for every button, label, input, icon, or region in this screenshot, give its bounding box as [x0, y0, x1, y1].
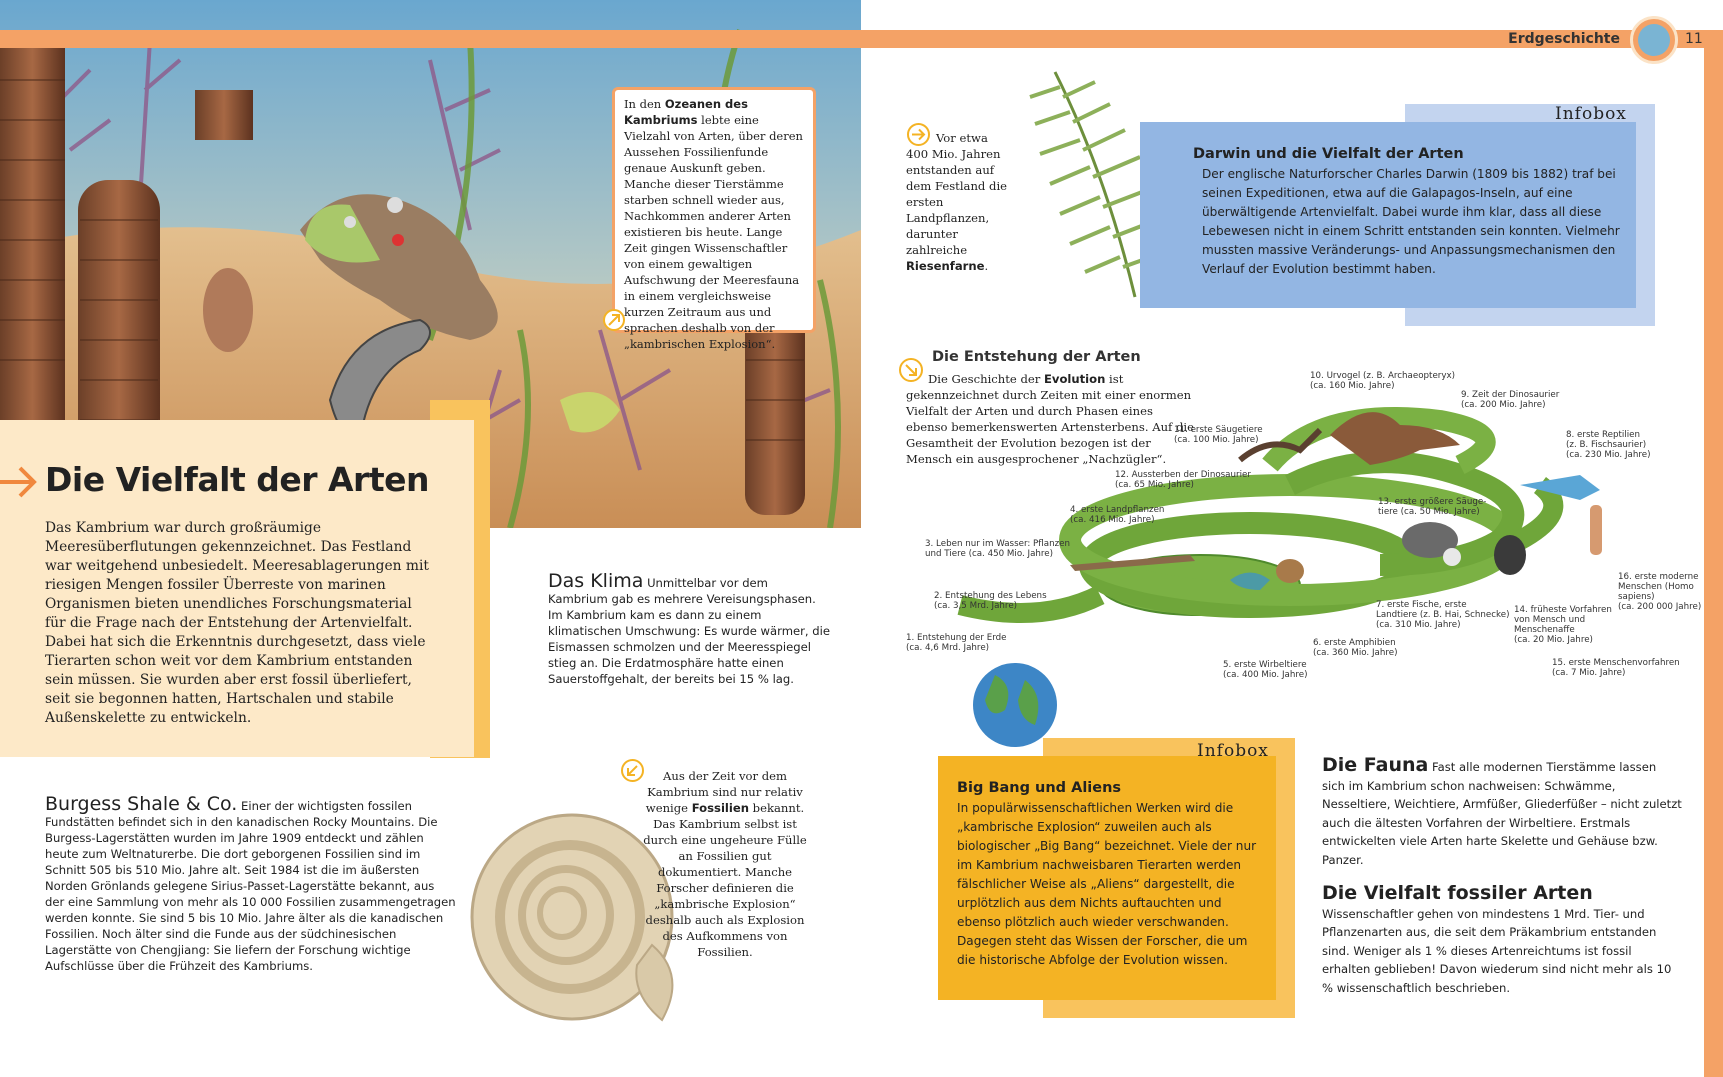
- ammonite-caption: Aus der Zeit vor dem Kambrium sind nur relativ wenige Fossilien bekannt. Das Kambrium selbst ist durch eine ungeheure Fülle an Fossilien gut dokumentiert. Manche Forscher definieren die „kambrische Explosion“ deshalb auch als Explosion des Aufkommens von Fossilien.: [643, 769, 807, 959]
- fossil-section: Die Vielfalt fossiler Arten Wissenschaftler gehen von mindestens 1 Mrd. Tier- und Pflanzenarten aus, die seit dem Präkambrium entstanden sind. Weniger als 1 % dieses Artenreichtums ist fossil erhalten geblieben! Davon wiederum sind nicht mehr als 10 % wissenschaftlich beschrieben.: [1322, 882, 1672, 995]
- fauna-heading: Die Fauna: [1322, 754, 1429, 776]
- klima-section: Das Klima Unmittelbar vor dem Kambrium gab es mehrere Vereisungsphasen. Im Kambrium kam es dann zu einem klimatischen Umschwung: Es wurde wärmer, die Eismassen schmolzen und der Meeresspiegel stieg an. Die Erdatmosphäre hatte einen Sauerstoffgehalt, der bereits bei 15 % lag.: [548, 570, 830, 686]
- entstehung-title: Die Entstehung der Arten: [932, 349, 1141, 365]
- page-title: Die Vielfalt der Arten: [45, 460, 429, 499]
- timeline-label: 4. erste Landpflanzen (ca. 416 Mio. Jahre): [1070, 505, 1165, 525]
- kambrium-caption: In den Ozeanen des Kambriums lebte eine Vielzahl von Arten, über deren Aussehen Fossilienfunde genaue Auskunft geben. Manche dieser Tierstämme starben schnell wieder aus, Nachkommen anderer Arten existieren bis heute. Lange Zeit gingen Wissenschaftler von einem gewaltigen Aufschwung der Meeresfauna in einem vergleichsweise kurzen Zeitraum aus und sprachen deshalb von der „kambrischen Explosion“.: [624, 97, 803, 351]
- timeline-label: 2. Entstehung des Lebens (ca. 3,5 Mrd. Jahre): [934, 591, 1047, 611]
- header-bar: [0, 30, 1723, 48]
- burgess-heading: Burgess Shale & Co.: [45, 793, 238, 815]
- timeline-label: 5. erste Wirbeltiere (ca. 400 Mio. Jahre): [1223, 660, 1308, 680]
- fossil-heading: Die Vielfalt fossiler Arten: [1322, 882, 1593, 904]
- timeline-label: 16. erste moderne Menschen (Homo sapiens) (ca. 200 000 Jahre): [1618, 572, 1702, 612]
- timeline-label: 13. erste größere Säuge- tiere (ca. 50 Mio. Jahre): [1378, 497, 1487, 517]
- fauna-section: Die Fauna Fast alle modernen Tierstämme lassen sich im Kambrium schon nachweisen: Schwämme, Nesseltiere, Weichtiere, Armfüßer, Gliederfüßer – nicht zuletzt auch die ältesten Vorfahren der Wirbeltiere. Erstmals entwickelten viele Arten harte Skelette und Gehäuse bzw. Panzer.: [1322, 754, 1682, 867]
- darwin-title: Darwin und die Vielfalt der Arten: [1193, 146, 1464, 162]
- klima-heading: Das Klima: [548, 570, 644, 592]
- entstehung-text: Die Geschichte der Evolution ist gekennzeichnet durch Zeiten mit einer enormen Vielfalt der Arten und durch Phasen eines ebenso bemerkenswerten Artensterbens. Auf die Gesamtheit der Evolution bezogen ist der Mensch ein ausgesprochener „Nachzügler“.: [906, 372, 1194, 466]
- section-title: Erdgeschichte: [1508, 31, 1620, 47]
- page-edge-stripe: [1704, 48, 1723, 1077]
- timeline-label: 6. erste Amphibien (ca. 360 Mio. Jahre): [1313, 638, 1398, 658]
- intro-text: Das Kambrium war durch großräumige Meeresüberflutungen gekennzeichnet. Das Festland war weitgehend unbesiedelt. Meeresablagerungen mit riesigen Mengen fossiler Überreste von marinen Organismen bieten unendliches Forschungsmaterial für die Frage nach der Entstehung der Artenvielfalt. Dabei hat sich die Erkenntnis durchgesetzt, dass viele Tierarten schon weit vor dem Kambrium entstanden sein müssen. Sie wurden aber erst fossil überliefert, seit sie begonnen hatten, Hartschalen und stabile Außenskelette zu entwickeln.: [45, 520, 429, 726]
- arrow-icon: [0, 464, 38, 500]
- timeline-label: 7. erste Fische, erste Landtiere (z. B. Hai, Schnecke) (ca. 310 Mio. Jahre): [1376, 600, 1510, 630]
- timeline-label: 14. früheste Vorfahren von Mensch und Menschenaffe (ca. 20 Mio. Jahre): [1514, 605, 1612, 645]
- dinosaur-emblem-icon: [1630, 16, 1678, 64]
- page-number: 11: [1685, 31, 1703, 47]
- timeline-label: 11. erste Säugetiere (ca. 100 Mio. Jahre): [1174, 425, 1263, 445]
- timeline-label: 8. erste Reptilien (z. B. Fischsaurier) (ca. 230 Mio. Jahre): [1566, 430, 1651, 460]
- darwin-text: Der englische Naturforscher Charles Darwin (1809 bis 1882) traf bei seinen Expeditionen, etwa auf die Galapagos-Inseln, auf eine überwältigende Artenvielfalt. Dabei wurde ihm klar, dass all diese Lebewesen nicht in einem Schritt entstanden sein konnten. Vielmehr mussten massive Veränderungs- und Anpassungsmechanismen den Verlauf der Evolution bestimmt haben.: [1202, 167, 1620, 276]
- timeline-label: 15. erste Menschenvorfahren (ca. 7 Mio. Jahre): [1552, 658, 1680, 678]
- arrow-circle-icon: [602, 308, 626, 332]
- timeline-label: 9. Zeit der Dinosaurier (ca. 200 Mio. Jahre): [1461, 390, 1560, 410]
- infobox-label: Infobox: [1555, 104, 1627, 124]
- timeline-label: 10. Urvogel (z. B. Archaeopteryx) (ca. 160 Mio. Jahre): [1310, 371, 1456, 391]
- timeline-label: 12. Aussterben der Dinosaurier (ca. 65 Mio. Jahre): [1115, 470, 1251, 490]
- bigbang-text: In populärwissenschaftlichen Werken wird die „kambrische Explosion“ zuweilen auch als biologischer „Big Bang“ bezeichnet. Viele der nur im Kambrium nachweisbaren Tierarten werden fälschlicher Weise als „Aliens“ dargestellt, die urplötzlich aus dem Nichts auftauchten und ebenso plötzlich auch wieder verschwanden. Dagegen steht das Wissen der Forscher, die um die historische Abfolge der Evolution wissen.: [957, 801, 1257, 967]
- burgess-section: Burgess Shale & Co. Einer der wichtigsten fossilen Fundstätten befindet sich in den kanadischen Rocky Mountains. Die Burgess-Lagerstätten wurden im Jahre 1909 entdeckt und zählen heute zum Weltnaturerbe. Die dort geborgenen Fossilien sind im Schnitt 505 bis 510 Mio. Jahre alt. Seit 1984 ist die im äußersten Norden Grönlands gelegene Sirius-Passet-Lagerstätte bekannt, aus der eine Sammlung von mehr als 10 000 Fossilien zusammengetragen werden konnte. Sie sind 5 bis 10 Mio. Jahre älter als die kanadischen Fossilien. Noch älter sind die Funde aus der südchinesischen Lagerstätte von Chengjiang: Sie liefern der Forschung wichtige Aufschlüsse über die Frühzeit des Kambriums.: [45, 793, 456, 973]
- timeline-label: 3. Leben nur im Wasser: Pflanzen und Tiere (ca. 450 Mio. Jahre): [925, 539, 1071, 559]
- timeline-label: 1. Entstehung der Erde (ca. 4,6 Mrd. Jahre): [906, 633, 1007, 653]
- bigbang-title: Big Bang und Aliens: [957, 780, 1122, 796]
- fern-caption: Vor etwa 400 Mio. Jahren entstanden auf dem Festland die ersten Landpflanzen, darunter zahlreiche Riesenfarne.: [906, 131, 1008, 273]
- infobox-label: Infobox: [1197, 741, 1269, 761]
